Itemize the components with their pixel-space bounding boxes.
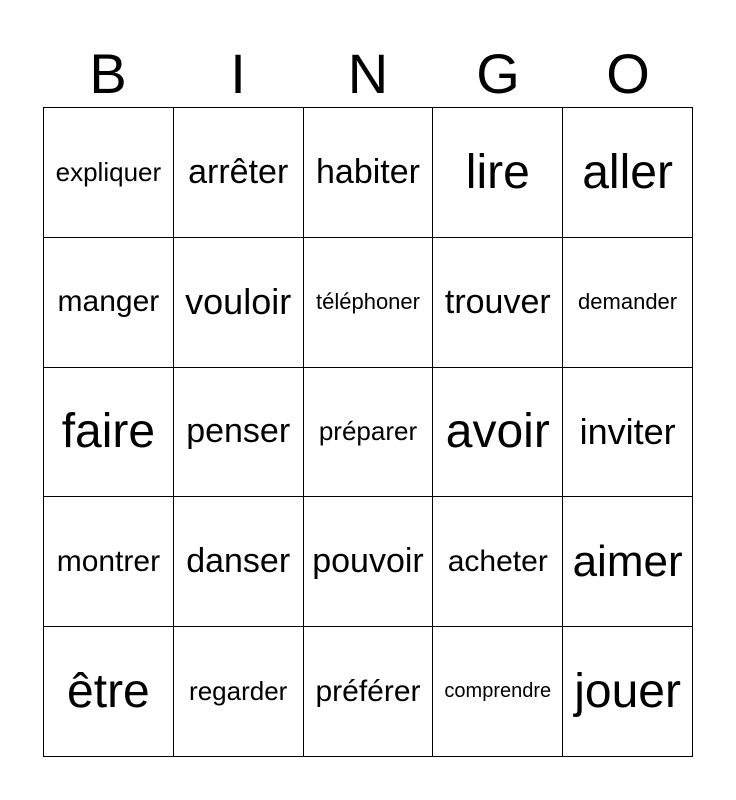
bingo-cell[interactable]: comprendre <box>433 627 563 757</box>
bingo-cell[interactable]: inviter <box>563 368 693 498</box>
bingo-cell[interactable]: préférer <box>304 627 434 757</box>
bingo-cell[interactable]: manger <box>44 238 174 368</box>
header-letter-i: I <box>230 42 246 105</box>
header-letter-o: O <box>606 42 650 105</box>
bingo-cell[interactable]: téléphoner <box>304 238 434 368</box>
bingo-board <box>43 107 693 757</box>
bingo-cell[interactable]: être <box>44 627 174 757</box>
bingo-header <box>43 42 693 106</box>
bingo-cell[interactable]: arrêter <box>174 108 304 238</box>
bingo-cell[interactable]: regarder <box>174 627 304 757</box>
bingo-cell[interactable]: avoir <box>433 368 563 498</box>
bingo-cell[interactable]: vouloir <box>174 238 304 368</box>
bingo-cell[interactable]: habiter <box>304 108 434 238</box>
header-letter-g: G <box>476 42 520 105</box>
bingo-cell[interactable]: aller <box>563 108 693 238</box>
bingo-cell[interactable]: danser <box>174 497 304 627</box>
bingo-cell[interactable]: faire <box>44 368 174 498</box>
bingo-cell[interactable]: expliquer <box>44 108 174 238</box>
bingo-cell[interactable]: jouer <box>563 627 693 757</box>
header-letter-b: B <box>89 42 127 105</box>
bingo-cell[interactable]: acheter <box>433 497 563 627</box>
header-letter-n: N <box>347 42 389 105</box>
bingo-cell[interactable]: lire <box>433 108 563 238</box>
bingo-cell[interactable]: pouvoir <box>304 497 434 627</box>
bingo-cell[interactable]: préparer <box>304 368 434 498</box>
bingo-cell[interactable]: aimer <box>563 497 693 627</box>
bingo-cell[interactable]: demander <box>563 238 693 368</box>
bingo-cell[interactable]: montrer <box>44 497 174 627</box>
bingo-cell[interactable]: trouver <box>433 238 563 368</box>
bingo-cell[interactable]: penser <box>174 368 304 498</box>
